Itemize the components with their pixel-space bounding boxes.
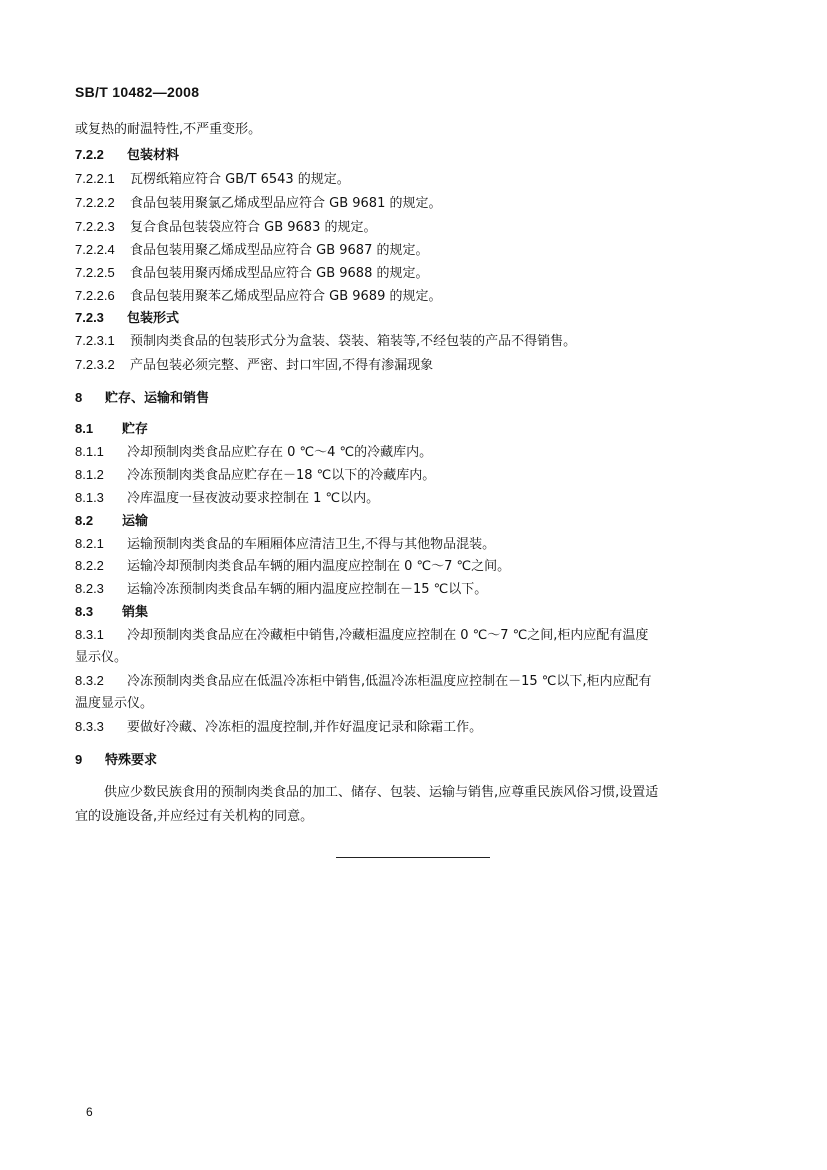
document-code: SB/T 10482—2008: [75, 84, 200, 100]
section-heading: [75, 389, 209, 408]
clause-text: 运输冷却预制肉类食品车辆的厢内温度应控制在 0 ℃～7 ℃之间。: [127, 559, 511, 574]
clause-heading: [75, 309, 179, 328]
clause-heading: [75, 420, 148, 439]
section-title: 贮存、运输和销售: [105, 391, 210, 406]
clause-line: [75, 332, 576, 351]
clause-number: 8.2.3: [75, 581, 104, 596]
clause-text: 冷冻预制肉类食品应贮存在－18 ℃以下的冷藏库内。: [127, 468, 436, 483]
clause-text: 运输冷冻预制肉类食品车辆的厢内温度应控制在－15 ℃以下。: [127, 582, 488, 597]
clause-number: 8.1.3: [75, 490, 104, 505]
clause-number: 7.2.2.2: [75, 195, 115, 210]
clause-text: 预制肉类食品的包装形式分为盒装、袋装、箱装等,不经包装的产品不得销售。: [130, 334, 577, 349]
clause-number: 7.2.2.5: [75, 265, 115, 280]
section-number: 9: [75, 752, 83, 767]
clause-text: 食品包装用聚丙烯成型品应符合 GB 9688 的规定。: [130, 266, 429, 281]
clause-number: 8.3.3: [75, 719, 104, 734]
clause-line: [75, 443, 432, 462]
clause-line: [75, 718, 482, 737]
clause-text: 要做好冷藏、冷冻柜的温度控制,并作好温度记录和除霜工作。: [127, 720, 483, 735]
clause-number: 7.2.3.1: [75, 333, 115, 348]
paragraph-line: [75, 695, 153, 713]
clause-line: [75, 580, 487, 599]
clause-line: [75, 218, 376, 237]
clause-number: 7.2.2.3: [75, 219, 115, 234]
clause-line: [75, 557, 510, 576]
clause-number: 7.2.2.4: [75, 242, 115, 257]
clause-line: [75, 489, 379, 508]
clause-title: 包装材料: [127, 148, 180, 163]
clause-text: 冷冻预制肉类食品应在低温冷冻柜中销售,低温冷冻柜温度应控制在－15 ℃以下,柜内应配有: [127, 674, 652, 689]
clause-line: [75, 170, 350, 189]
clause-number: 8.2: [75, 513, 94, 528]
section-heading: [75, 751, 157, 770]
line-text: 宜的设施设备,并应经过有关机构的同意。: [75, 809, 314, 824]
clause-number: 8.3.1: [75, 627, 104, 642]
clause-number: 8.1: [75, 421, 94, 436]
page-number: 6: [86, 1105, 93, 1119]
paragraph-line: [75, 808, 313, 826]
clause-line: [75, 466, 435, 485]
clause-number: 7.2.3: [75, 310, 104, 325]
clause-number: 7.2.2.6: [75, 288, 115, 303]
clause-line: [75, 356, 433, 375]
clause-text: 瓦楞纸箱应符合 GB/T 6543 的规定。: [130, 172, 350, 187]
clause-text: 冷却预制肉类食品应在冷藏柜中销售,冷藏柜温度应控制在 0 ℃～7 ℃之间,柜内应配有温度: [127, 628, 649, 643]
clause-number: 7.2.3.2: [75, 357, 115, 372]
clause-text: 食品包装用聚乙烯成型品应符合 GB 9687 的规定。: [130, 243, 429, 258]
clause-title: 运输: [122, 514, 149, 529]
clause-line: [75, 535, 495, 554]
clause-title: 贮存: [122, 422, 149, 437]
line-text: 或复热的耐温特性,不严重变形。: [75, 122, 262, 137]
clause-text: 运输预制肉类食品的车厢厢体应清洁卫生,不得与其他物品混装。: [127, 537, 496, 552]
end-rule: [336, 857, 490, 858]
paragraph-line: [104, 784, 658, 802]
clause-number: 8.2.1: [75, 536, 104, 551]
clause-number: 8.3.2: [75, 673, 104, 688]
clause-number: 8.1.2: [75, 467, 104, 482]
section-title: 特殊要求: [105, 753, 158, 768]
clause-title: 包装形式: [127, 311, 180, 326]
clause-line: [75, 672, 652, 691]
clause-text: 产品包装必须完整、严密、封口牢固,不得有渗漏现象: [130, 358, 434, 373]
clause-number: 7.2.2.1: [75, 171, 115, 186]
clause-text: 冷库温度一昼夜波动要求控制在 1 ℃以内。: [127, 491, 380, 506]
line-text: 显示仪。: [75, 650, 128, 665]
clause-text: 复合食品包装袋应符合 GB 9683 的规定。: [130, 220, 377, 235]
clause-heading: [75, 512, 148, 531]
line-text: 温度显示仪。: [75, 696, 154, 711]
clause-line: [75, 264, 428, 283]
clause-number: 8.1.1: [75, 444, 104, 459]
paragraph-line: [75, 121, 261, 139]
clause-heading: [75, 603, 148, 622]
clause-text: 冷却预制肉类食品应贮存在 0 ℃～4 ℃的冷藏库内。: [127, 445, 433, 460]
clause-line: [75, 287, 441, 306]
clause-line: [75, 194, 441, 213]
line-text: 供应少数民族食用的预制肉类食品的加工、储存、包装、运输与销售,应尊重民族风俗习惯,设置适: [104, 785, 659, 800]
clause-text: 食品包装用聚苯乙烯成型品应符合 GB 9689 的规定。: [130, 289, 442, 304]
clause-number: 7.2.2: [75, 147, 104, 162]
section-number: 8: [75, 390, 83, 405]
clause-title: 销集: [122, 605, 149, 620]
clause-number: 8.3: [75, 604, 94, 619]
clause-line: [75, 241, 428, 260]
paragraph-line: [75, 649, 127, 667]
clause-number: 8.2.2: [75, 558, 104, 573]
clause-heading: [75, 146, 179, 165]
clause-text: 食品包装用聚氯乙烯成型品应符合 GB 9681 的规定。: [130, 196, 442, 211]
clause-line: [75, 626, 648, 645]
